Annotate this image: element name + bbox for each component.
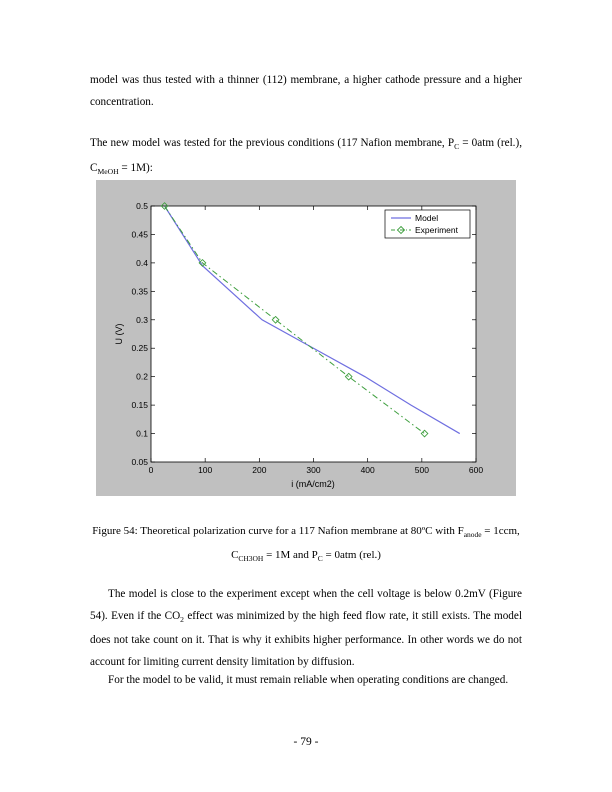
paragraph-2-sub2: MeOH	[97, 166, 119, 176]
x-tick-label: 600	[468, 465, 484, 475]
figure-caption	[90, 521, 522, 569]
x-tick-label: 500	[414, 465, 429, 475]
x-tick-label: 400	[360, 465, 375, 475]
chart-legend	[385, 210, 470, 238]
paragraph-3-part2: effect was minimized by the high feed flow rate, it still exists. The model does not take count on it. That is why it exhibits higher performance. In other words we do not account for limiting current density limitation by diffusion.	[90, 609, 522, 668]
y-axis-label: U (V)	[114, 323, 124, 345]
x-tick-label: 100	[198, 465, 213, 475]
paragraph-1	[90, 70, 522, 113]
paragraph-2-part3: = 1M):	[118, 161, 153, 174]
x-tick-label: 200	[252, 465, 267, 475]
paragraph-3	[90, 584, 522, 673]
caption-sub2: CH3OH	[238, 554, 264, 564]
y-tick-label: 0.35	[131, 286, 148, 297]
caption-part2: = 1ccm, C	[231, 525, 520, 562]
legend-model-label: Model	[415, 213, 439, 223]
paragraph-2	[90, 133, 522, 182]
y-tick-label: 0.05	[131, 457, 148, 467]
paragraph-1-text: model was thus tested with a thinner (112) membrane, a higher cathode pressure and a higher concentration.	[90, 74, 522, 108]
y-tick-label: 0.45	[131, 229, 148, 240]
caption-part3: = 1M and P	[263, 549, 318, 562]
legend-experiment-label: Experiment	[415, 225, 458, 235]
paragraph-2-sub1: C	[454, 142, 460, 152]
page-number: - 79 -	[293, 736, 319, 748]
x-tick-label: 0	[148, 465, 154, 475]
y-tick-label: 0.25	[131, 343, 148, 354]
paragraph-4	[90, 670, 522, 692]
caption-part4: = 0atm (rel.)	[322, 549, 381, 562]
plot-area	[151, 206, 476, 462]
figure-54	[96, 180, 516, 496]
x-tick-label: 300	[306, 465, 321, 475]
x-axis-label: i (mA/cm2)	[291, 479, 335, 489]
y-tick-label: 0.1	[136, 428, 148, 439]
paragraph-4-text: For the model to be valid, it must remain reliable when operating conditions are changed.	[108, 674, 509, 686]
y-tick-label: 0.3	[136, 314, 148, 325]
paragraph-3-part1: The model is close to the experiment except when the cell voltage is below 0.2mV (Figure 54). Even if the CO	[90, 588, 522, 622]
y-tick-label: 0.4	[136, 257, 148, 268]
paragraph-2-part2: = 0atm (rel.), C	[90, 137, 522, 174]
caption-part1: Figure 54: Theoretical polarization curve for a 117 Nafion membrane at 80ºC with F	[92, 525, 464, 537]
paragraph-3-sub1: 2	[180, 614, 184, 624]
polarization-chart	[96, 180, 516, 496]
paragraph-2-part1: The new model was tested for the previous conditions (117 Nafion membrane, P	[90, 137, 455, 149]
y-tick-label: 0.5	[136, 201, 148, 211]
y-tick-label: 0.15	[131, 400, 148, 411]
caption-sub3: C	[317, 554, 323, 564]
caption-sub1: anode	[463, 530, 482, 540]
y-tick-label: 0.2	[136, 371, 148, 382]
